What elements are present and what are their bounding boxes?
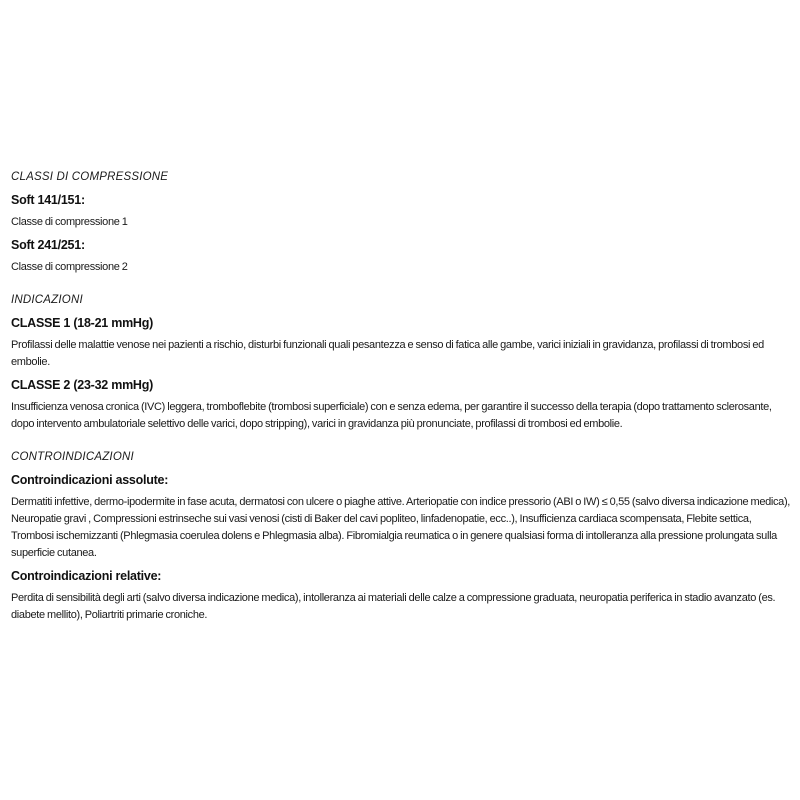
section-controindicazioni [11, 450, 792, 624]
section-heading-classi-di-compressione: CLASSI DI COMPRESSIONE [11, 171, 169, 183]
subheading-classe-2: CLASSE 2 (23-32 mmHg) [11, 378, 154, 392]
subheading-controindicazioni-assolute: Controindicazioni assolute: [11, 473, 169, 487]
product-info-document [11, 0, 792, 631]
paragraph-indicazioni-classe-1: Profilassi delle malattie venose nei pazienti a rischio, disturbi funzionali quali pesantezza e senso di fatica alle gambe, varici iniziali in gravidanza, profilassi di trombosi ed embolie. [11, 339, 764, 368]
section-indicazioni [11, 293, 792, 433]
text-classe-compressione-2: Classe di compressione 2 [11, 261, 128, 273]
paragraph-controindicazioni-assolute: Dermatiti infettive, dermo-ipodermite in fase acuta, dermatosi con ulcere o piaghe attive. Arteriopatie con indice pressorio (ABI o IW) ≤ 0,55 (salvo diversa indicazione medica), Neuropatie gravi , Compressioni estrinseche sui vasi venosi (cisti di Baker del cavi popliteo, linfadenopatie, ecc..), Insufficienza cardiaca scompensata, Flebite settica, Trombosi ischemizzanti (Phlegmasia coerulea dolens e Phlegmasia alba). Fibromialgia reumatica o in genere qualsiasi forma di intolleranza alla pressione prolungata sulla superficie cutanea. [11, 496, 791, 559]
subheading-soft-241-251: Soft 241/251: [11, 238, 85, 252]
subheading-controindicazioni-relative: Controindicazioni relative: [11, 569, 162, 583]
section-heading-indicazioni: INDICAZIONI [11, 294, 83, 306]
paragraph-indicazioni-classe-2: Insufficienza venosa cronica (IVC) leggera, tromboflebite (trombosi superficiale) con e senza edema, per garantire il successo della terapia (dopo trattamento sclerosante, dopo intervento ambulatoriale selettivo delle varici, dopo stripping), varici in gravidanza più pronunciate, profilassi di trombosi ed embolie. [11, 401, 772, 430]
subheading-classe-1: CLASSE 1 (18-21 mmHg) [11, 316, 154, 330]
subheading-soft-141-151: Soft 141/151: [11, 193, 85, 207]
paragraph-controindicazioni-relative: Perdita di sensibilità degli arti (salvo diversa indicazione medica), intolleranza ai materiali delle calze a compressione graduata, neuropatia periferica in stadio avanzato (es. diabete mellito), Poliartriti primarie croniche. [11, 592, 776, 621]
text-classe-compressione-1: Classe di compressione 1 [11, 216, 128, 228]
section-classi-di-compressione [11, 170, 792, 276]
section-heading-controindicazioni: CONTROINDICAZIONI [11, 451, 134, 463]
